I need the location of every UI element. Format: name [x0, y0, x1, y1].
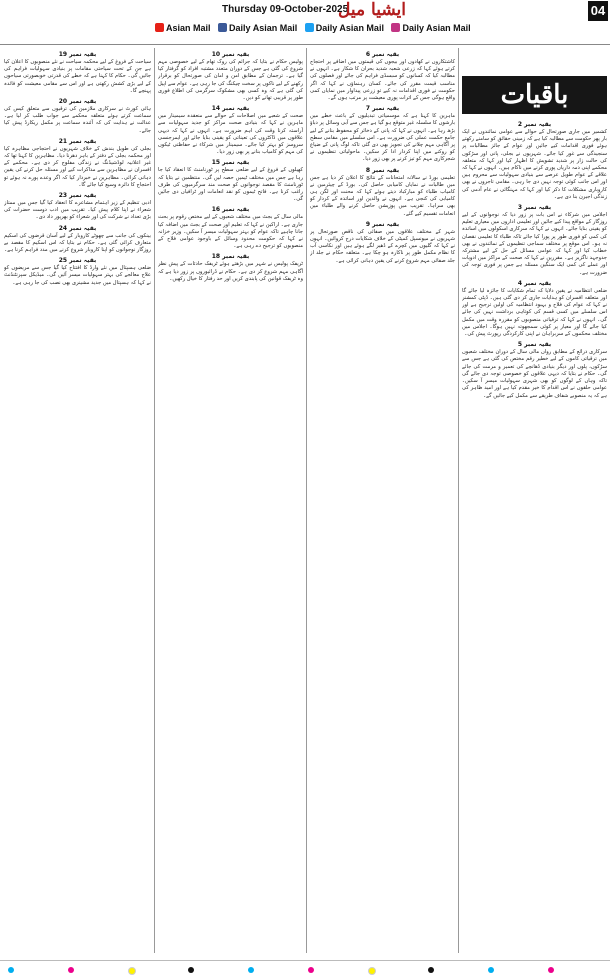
registration-dot: [188, 967, 194, 973]
continuation-text: ضلعی ہسپتال میں نئے وارڈ کا افتتاح کیا گیا جس سے مریضوں کو علاج معالجے کی بہتر سہولیات میسر آئیں گی۔ میڈیکل سپرنٹنڈنٹ نے کہا کہ ہسپتال میں جدید مشینری بھی نصب کی جا رہی ہے۔: [4, 265, 151, 286]
continuation-text: بینکوں کی جانب سے چھوٹے کاروبار کے لیے آسان قرضوں کی اسکیم متعارف کرائی گئی ہے۔ حکام نے بتایا کہ اس اسکیم کا مقصد بے روزگار نوجوانوں کو اپنا کاروبار شروع کرنے میں مدد فراہم کرنا ہے۔: [4, 232, 151, 254]
continuation-text: ٹریفک پولیس نے شہر میں بڑھتے ہوئے ٹریفک حادثات کے پیش نظر آگاہی مہم شروع کر دی ہے۔ حکام نے ڈرائیوروں پر زور دیا ہے کہ وہ ٹریفک قوانین کی پابندی کریں اور حد رفتار کا خیال رکھیں۔: [158, 261, 303, 282]
registration-dot: [248, 967, 254, 973]
registration-dot: [128, 967, 136, 975]
color-registration-strip: [0, 960, 610, 978]
registration-dot: [8, 967, 14, 973]
continuation-heading: بقیہ نمبر 23: [58, 192, 97, 200]
registration-dot: [488, 967, 494, 973]
continuation-text: بجلی کی طویل بندش کے خلاف شہریوں نے احتجاجی مظاہرہ کیا اور محکمہ بجلی کے دفتر کے باہر دھرنا دیا۔ مظاہرین کا کہنا تھا کہ غیر اعلانیہ لوڈشیڈنگ نے زندگی مفلوج کر دی ہے۔ محکمے کے افسران نے مظاہرین سے مذاکرات کیے اور مسئلہ حل کرنے کی یقین دہانی کرائی۔ مظاہرین نے خبردار کیا کہ اگر وعدے پورے نہ ہوئے تو احتجاج کا دائرہ وسیع کیا جائے گا۔: [4, 145, 151, 188]
column-2: [310, 48, 455, 953]
column-4: [4, 48, 151, 953]
social-facebook[interactable]: Daily Asian Mail: [218, 23, 297, 33]
continuation-text: سرکاری ذرائع کے مطابق رواں مالی سال کے دوران مختلف شعبوں میں ترقیاتی کاموں کے لیے خطیر رقم مختص کی گئی ہے جس سے سڑکوں، پلوں اور دیگر بنیادی ڈھانچے کی تعمیر و مرمت کی جائے گی۔ حکام نے بتایا کہ دیہی علاقوں کو خصوصی توجہ دی جائے گی تاکہ وہاں کے لوگوں کو بھی شہری سہولیات میسر آ سکیں۔ عوامی حلقوں نے اس اقدام کا خیر مقدم کیا ہے اور امید ظاہر کی ہے کہ یہ منصوبے شفاف طریقے سے مکمل کیے جائیں گے۔: [462, 349, 607, 399]
registration-dot: [68, 967, 74, 973]
continuation-text: شہر کے مختلف علاقوں میں صفائی کی ناقص صورتحال پر شہریوں نے میونسپل کمیٹی کے خلاف شکایات درج کروائیں۔ انہوں نے کہا کہ گلیوں میں کچرے کے ڈھیر لگے ہوئے ہیں اور نکاسی آب کا نظام مکمل طور پر ناکارہ ہو چکا ہے۔ متعلقہ حکام نے جلد از جلد صفائی مہم شروع کرنے کی یقین دہانی کرائی ہے۔: [310, 228, 455, 264]
continuation-heading: بقیہ نمبر 21: [58, 137, 97, 145]
continuation-heading: بقیہ نمبر 2: [517, 121, 552, 128]
continuation-heading: بقیہ نمبر 15: [211, 159, 250, 167]
social-twitter[interactable]: Daily Asian Mail: [305, 23, 384, 33]
section-banner: باقیات: [462, 76, 607, 114]
continuation-heading: بقیہ نمبر 7: [365, 105, 400, 113]
continuation-text: تعلیمی بورڈ نے سالانہ امتحانات کے نتائج کا اعلان کر دیا ہے جس میں طالبات نے نمایاں کامیابی حاصل کی۔ بورڈ کے چیئرمین نے کامیاب طلباء کو مبارکباد دیتے ہوئے کہا کہ محنت اور لگن ہی کامیابی کی کنجی ہے۔ انہوں نے والدین اور اساتذہ کے کردار کو بھی سراہا۔ تقریب میں پوزیشن حاصل کرنے والے طلباء میں انعامات تقسیم کیے گئے۔: [310, 174, 455, 217]
continuation-heading: بقیہ نمبر 25: [58, 257, 97, 265]
continuation-heading: بقیہ نمبر 6: [365, 51, 400, 58]
continuation-heading: بقیہ نمبر 3: [517, 204, 552, 212]
continuation-text: کاشتکاروں نے کھادوں اور بیجوں کی قیمتوں میں اضافے پر احتجاج کرتے ہوئے کہا کہ زرعی شعبہ شدید بحران کا شکار ہے۔ انہوں نے مطالبہ کیا کہ کسانوں کو سبسڈی فراہم کی جائے اور فصلوں کی مناسب قیمت مقرر کی جائے۔ کسان رہنماؤں نے کہا کہ اگر حکومت نے فوری اقدامات نہ کیے تو زرعی پیداوار میں نمایاں کمی واقع ہوگی جس کے اثرات پوری معیشت پر مرتب ہوں گے۔: [310, 59, 455, 102]
newspaper-logo: ایشیا میل: [338, 0, 406, 20]
twitter-icon: [305, 23, 314, 32]
continuation-heading: بقیہ نمبر 24: [58, 224, 97, 232]
continuation-heading: بقیہ نمبر 4: [517, 279, 552, 287]
continuation-heading: بقیہ نمبر 18: [211, 253, 250, 261]
continuation-heading: بقیہ نمبر 16: [211, 206, 250, 214]
page-number: 04: [588, 1, 608, 21]
continuation-heading: بقیہ نمبر 14: [211, 105, 250, 113]
continuation-heading: بقیہ نمبر 10: [211, 51, 250, 58]
registration-dot: [308, 967, 314, 973]
continuation-heading: بقیہ نمبر 8: [365, 166, 400, 174]
continuation-text: ادبی تنظیم کے زیر اہتمام مشاعرے کا انعقاد کیا گیا جس میں ممتاز شعراء نے اپنا کلام پیش کیا۔ تقریب میں ادب دوست حضرات کی بڑی تعداد نے شرکت کی اور شعراء کو بھرپور داد دی۔: [4, 200, 151, 221]
registration-dot: [428, 967, 434, 973]
column-1: [462, 118, 607, 953]
masthead: [0, 0, 610, 45]
continuation-text: کشمیر میں جاری صورتحال کے حوالے سے عوامی نمائندوں نے ایک بار پھر حکومت سے مطالبہ کیا ہے کہ زمینی حقائق کو سامنے رکھتے ہوئے فوری اقدامات کیے جائیں اور عوام کے جائز مطالبات پر سنجیدگی سے غور کیا جائے۔ شہریوں نے بجلی، پانی اور سڑکوں کی حالت زار پر شدید تشویش کا اظہار کیا اور کہا کہ متعلقہ محکمے اپنی ذمہ داریاں پوری کرنے میں ناکام ہیں۔ انہوں نے کہا کہ علاقے کے عوام طویل عرصے سے بنیادی سہولیات سے محروم ہیں اور اس جانب کوئی توجہ نہیں دی جا رہی۔ مقامی تاجروں نے بھی کاروباری مشکلات کا ذکر کیا اور کہا کہ مہنگائی نے عام آدمی کی زندگی اجیرن بنا دی ہے۔: [462, 129, 607, 200]
continuation-text: پولیس حکام نے بتایا کہ جرائم کی روک تھام کے لیے خصوصی مہم شروع کی گئی ہے جس کے دوران متعدد مشتبہ افراد کو گرفتار کیا گیا ہے۔ ترجمان کے مطابق امن و امان کی صورتحال کو برقرار رکھنے کے لیے ناکوں پر سخت چیکنگ کی جا رہی ہے۔ عوام سے اپیل کی گئی ہے کہ وہ کسی بھی مشکوک سرگرمی کی اطلاع فوری طور پر قریبی تھانے کو دیں۔: [158, 59, 303, 102]
facebook-icon: [218, 23, 227, 32]
continuation-text: ماہرین کا کہنا ہے کہ موسمیاتی تبدیلیوں کے باعث خطے میں بارشوں کا سلسلہ غیر متوقع ہو گیا ہے جس سے آبی وسائل پر دباؤ بڑھ رہا ہے۔ انہوں نے کہا کہ پانی کے ذخائر کو محفوظ بنانے کے لیے جامع حکمت عملی کی ضرورت ہے۔ اس سلسلے میں مقامی سطح پر آگاہی مہم چلانے کی تجویز بھی دی گئی تاکہ لوگ پانی کے ضیاع کو روکنے میں اپنا کردار ادا کر سکیں۔ ماحولیاتی تنظیموں نے شجرکاری مہم کو تیز کرنے پر بھی زور دیا۔: [310, 113, 455, 163]
continuation-heading: بقیہ نمبر 20: [58, 98, 97, 106]
continuation-text: ہائی کورٹ نے سرکاری ملازمین کی ترقیوں سے متعلق کیس کی سماعت کرتے ہوئے متعلقہ محکمے سے جواب طلب کر لیا ہے۔ عدالت نے ہدایت کی کہ آئندہ سماعت پر مکمل ریکارڈ پیش کیا جائے۔: [4, 106, 151, 134]
continuation-text: اجلاس میں شرکاء نے اس بات پر زور دیا کہ نوجوانوں کے لیے روزگار کے مواقع پیدا کیے جائیں اور تعلیمی اداروں میں معیاری تعلیم کو یقینی بنایا جائے۔ انہوں نے کہا کہ سرکاری اسکولوں میں اساتذہ کی کمی کو فوری طور پر پورا کیا جائے تاکہ طلباء کا تعلیمی نقصان نہ ہو۔ اس موقع پر مختلف سماجی تنظیموں کے نمائندوں نے بھی خطاب کیا اور کہا کہ عوامی مسائل کے حل کے لیے مشترکہ جدوجہد ناگزیر ہے۔ مقررین نے کہا کہ صحت کے مراکز میں ادویات اور عملے کی کمی ایک سنگین مسئلہ ہے جس پر فوری توجہ کی ضرورت ہے۔: [462, 212, 607, 276]
social-instagram[interactable]: Daily Asian Mail: [391, 23, 470, 33]
registration-dot: [368, 967, 376, 975]
registration-dot: [548, 967, 554, 973]
continuation-heading: بقیہ نمبر 5: [517, 341, 552, 349]
column-3: [158, 48, 303, 953]
instagram-icon: [391, 23, 400, 32]
continuation-text: صحت کے شعبے میں اصلاحات کے حوالے سے منعقدہ سیمینار میں ماہرین نے کہا کہ بنیادی صحت مراکز کو جدید سہولیات سے آراستہ کرنا وقت کی اہم ضرورت ہے۔ انہوں نے کہا کہ دیہی علاقوں میں ڈاکٹروں کی تعیناتی کو یقینی بنایا جائے اور ایمرجنسی سروسز کو بہتر کیا جائے۔ سیمینار میں شرکاء نے حفاظتی ٹیکوں کی مہم کو کامیاب بنانے پر بھی زور دیا۔: [158, 113, 303, 156]
continuation-text: کھیلوں کے فروغ کے لیے ضلعی سطح پر ٹورنامنٹ کا انعقاد کیا جا رہا ہے جس میں مختلف ٹیمیں حصہ لیں گی۔ منتظمین نے بتایا کہ ٹورنامنٹ کا مقصد نوجوانوں کو صحت مند سرگرمیوں کی طرف راغب کرنا ہے۔ فاتح ٹیموں کو نقد انعامات اور ٹرافیاں دی جائیں گی۔: [158, 167, 303, 203]
social-youtube[interactable]: Asian Mail: [155, 23, 211, 33]
continuation-text: سیاحت کے فروغ کے لیے محکمہ سیاحت نے نئے منصوبوں کا اعلان کیا ہے جن کے تحت سیاحتی مقامات پر بنیادی سہولیات فراہم کی جائیں گی۔ حکام کا کہنا ہے کہ خطے کی قدرتی خوبصورتی سیاحوں کے لیے بڑی کشش رکھتی ہے اور اس سے مقامی معیشت کو فائدہ پہنچے گا۔: [4, 59, 151, 94]
continuation-text: ضلعی انتظامیہ نے یقین دلایا کہ تمام شکایات کا جائزہ لیا جائے گا اور متعلقہ افسران کو ہدایات جاری کر دی گئی ہیں۔ ڈپٹی کمشنر نے کہا کہ عوام کی فلاح و بہبود انتظامیہ کی اولین ترجیح ہے اور اس سلسلے میں کسی قسم کی کوتاہی برداشت نہیں کی جائے گی۔ انہوں نے کہا کہ ترقیاتی منصوبوں کو مقررہ وقت میں مکمل کیا جائے گا اور معیار پر کوئی سمجھوتہ نہیں ہوگا۔ اجلاس میں مختلف محکموں کے سربراہان نے اپنی کارکردگی رپورٹ پیش کی۔: [462, 287, 607, 338]
issue-date: Thursday 09-October-2025: [222, 4, 349, 15]
youtube-icon: [155, 23, 164, 32]
continuation-heading: بقیہ نمبر 9: [365, 220, 400, 228]
social-links: [155, 23, 476, 33]
continuation-heading: بقیہ نمبر 19: [58, 51, 97, 58]
continuation-text: مالی سال کے بجٹ میں مختلف شعبوں کے لیے مختص رقوم پر بحث جاری ہے۔ اراکین نے کہا کہ تعلیم اور صحت کے بجٹ میں اضافہ کیا جانا چاہیے تاکہ عوام کو بہتر سہولیات میسر آ سکیں۔ وزیر خزانہ نے کہا کہ حکومت محدود وسائل کے باوجود عوامی فلاح کے منصوبوں کو ترجیح دے رہی ہے۔: [158, 214, 303, 250]
